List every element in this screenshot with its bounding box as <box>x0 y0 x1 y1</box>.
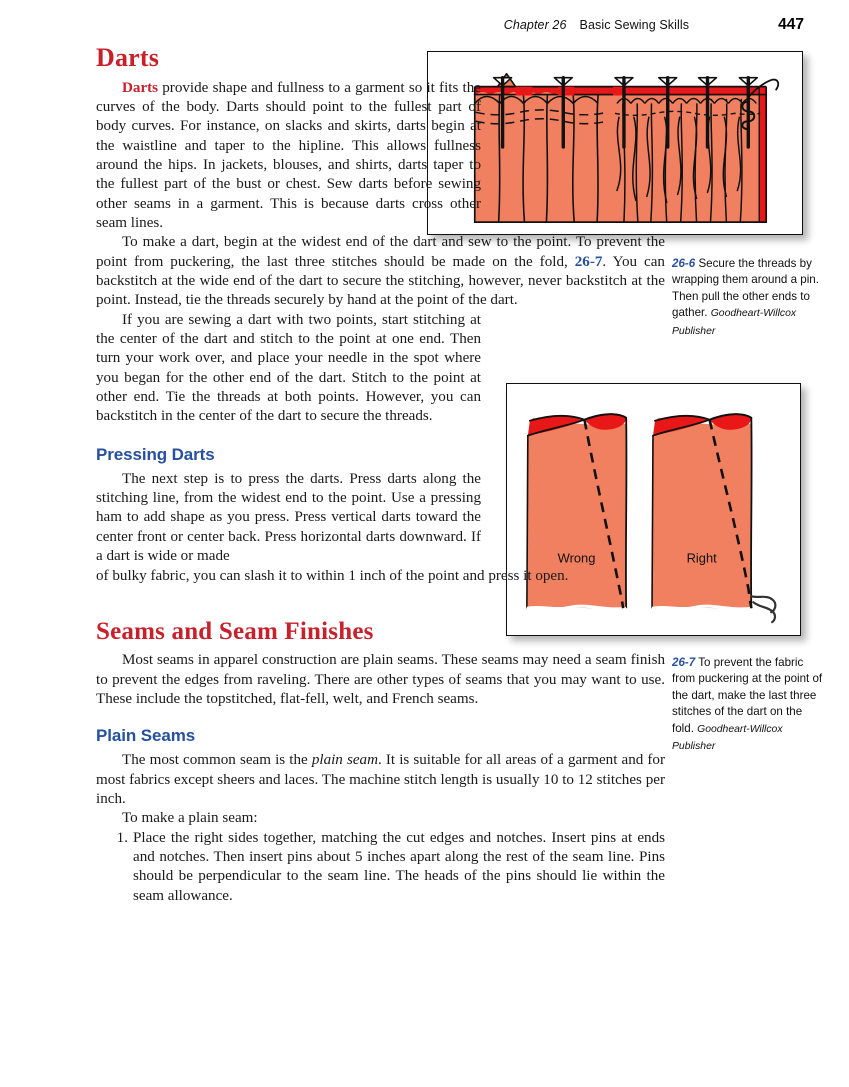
section-heading-seams: Seams and Seam Finishes <box>96 617 374 645</box>
running-head <box>95 16 804 36</box>
subheading-plain-seams: Plain Seams <box>96 726 196 746</box>
list-item-number: 1. <box>116 829 128 846</box>
running-head-title: Basic Sewing Skills <box>579 18 690 32</box>
figure-reference-26-7[interactable]: 26-7 <box>574 253 603 270</box>
figure-26-6-caption-text: Secure the threads by wrapping them around a pin. Then pull the other ends to gather. <box>672 257 819 320</box>
figure-26-7-label-right: Right <box>686 550 717 566</box>
plain-seams-paragraph-1 <box>96 751 665 809</box>
plain-seam-steps-list <box>96 829 665 906</box>
plain-seams-paragraph-1-part-b: . It is suitable for all areas of a garment and for most fabrics except sheers and laces. The machine stitch length is usually 10 to 12 stitches per inch. <box>96 752 666 808</box>
figure-26-7-label-wrong: Wrong <box>557 550 596 566</box>
figure-26-7-caption <box>672 655 824 755</box>
figure-26-7-caption-text: To prevent the fabric from puckering at the point of the dart, make the last three stitches of the dart on the fold. <box>672 656 823 735</box>
subheading-pressing-darts: Pressing Darts <box>96 444 215 464</box>
darts-paragraph-2-part-a: To make a dart, begin at the widest end of the dart and sew to the point. To prevent the point from puckering, the last three stitches should be made on the fold, <box>96 234 665 270</box>
pressing-darts-paragraph-full: of bulky fabric, you can slash it to within 1 inch of the point and press it open. <box>96 567 569 584</box>
figure-26-7-credit: Goodheart-Willcox Publisher <box>672 723 783 753</box>
term-plain-seam: plain seam <box>311 752 378 769</box>
plain-seams-paragraph-1-part-a: The most common seam is the <box>122 752 312 769</box>
figure-26-7-number: 26-7 <box>672 656 696 669</box>
main-text-column <box>96 44 665 906</box>
section-heading-darts: Darts <box>96 43 160 72</box>
darts-paragraph-3: If you are sewing a dart with two points, start stitching at the center of the dart and stitch to the point at one end. Then turn your work over, and place your needle in the spot where you began for the other end of the dart. Stitch to the point at other end. Tie the threads at both points. However, you can backstitch in the center of the dart to secure the threads. <box>96 311 481 425</box>
running-head-chapter: Chapter 26 <box>503 18 567 32</box>
list-item-text: Place the right sides together, matching the cut edges and notches. Insert pins at ends and notches. Then insert pins about 5 inches apart along the rest of the seam line. Pins should be perpendicular to the seam line. The heads of the pins should lie within the seam allowance. <box>133 829 665 904</box>
dart-right-diagram <box>652 414 775 622</box>
darts-paragraph-1-text: provide shape and fullness to a garment so it fits the curves of the body. Darts should point to the fullest part of body curves. For instance, on slacks and skirts, darts begin at the waistline and taper to the hipline. This allows fullness around the hips. In jackets, blouses, and shirts, darts taper to the fullest part of the bust or chest. Sew darts before sewing other seams in a garment. This is because darts cross other seam lines. <box>96 79 481 231</box>
figure-26-6-number: 26-6 <box>672 257 696 270</box>
seams-paragraph-1: Most seams in apparel construction are plain seams. These seams may need a seam finish to prevent the edges from raveling. There are other types of seams that you may want to use. These include the topstitched, flat-fell, welt, and French seams. <box>96 652 665 708</box>
list-item <box>96 829 665 906</box>
figure-26-6-caption <box>672 256 824 340</box>
keyword-darts: Darts <box>122 79 159 96</box>
plain-seams-paragraph-2: To make a plain seam: <box>122 810 258 827</box>
pressing-darts-paragraph-narrow: The next step is to press the darts. Press darts along the stitching line, from the widest end to the point. Use a pressing ham to add shape as you press. Press vertical darts toward the center front or center back. Press horizontal darts downward. If a dart is wide or made <box>96 470 481 565</box>
darts-paragraph-1 <box>96 79 481 234</box>
figure-26-6-credit: Goodheart-Willcox Publisher <box>672 308 797 337</box>
darts-paragraph-2 <box>96 233 665 310</box>
darts-paragraph-2-part-b: . You can backstitch at the wide end of the dart to secure the stitching, however, never backstitch at the point. Instead, tie the threads securely by hand at the point of the dart. <box>96 253 665 309</box>
page-number: 447 <box>778 16 804 33</box>
